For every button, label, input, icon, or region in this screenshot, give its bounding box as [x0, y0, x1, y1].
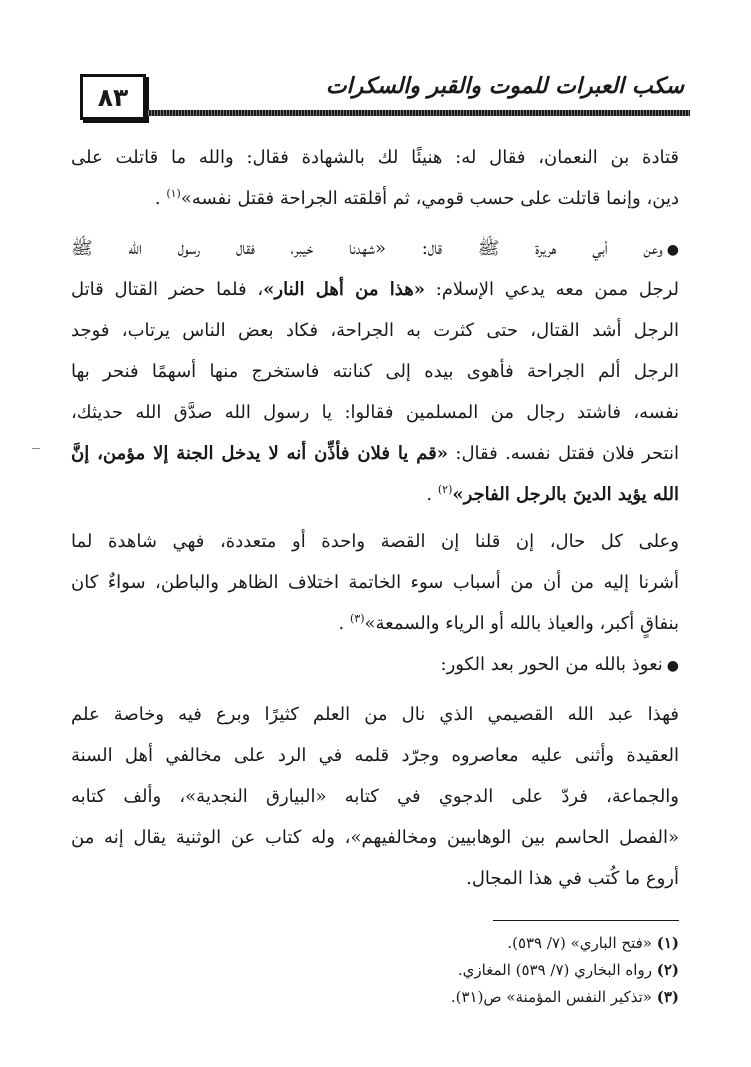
page-header [72, 72, 690, 122]
line-text: لرجل ممن معه يدعي الإسلام: [424, 279, 679, 300]
footnote-item [71, 984, 679, 1011]
line-end: . [154, 188, 167, 209]
paragraph-1 [71, 137, 679, 219]
line-text: نعوذ بالله من الحور بعد الكور: [440, 654, 663, 675]
paragraph-line: فهذا عبد الله القصيمي الذي نال من العلم كثيرًا وبرع فيه وخاصة علم [71, 704, 679, 725]
paragraph-line [71, 474, 679, 515]
footnote-number: (٣) [656, 988, 679, 1006]
footnote-item [71, 957, 679, 984]
paragraph-line [71, 178, 679, 219]
bullet-icon: ● [666, 658, 679, 674]
hadith-quote: «هذا من أهل النار» [263, 279, 425, 300]
paragraph-line [71, 603, 679, 644]
paragraph-line: قتادة بن النعمان، فقال له: هنيئًا لك بالشهادة فقال: والله ما قاتلت على [71, 147, 679, 168]
paragraph-line [71, 433, 679, 474]
line-text: وعن أبي هريرة ﷺ قال: «شهدنا خيبر، فقال رسول الله ﷺ [71, 238, 663, 259]
paragraph-line: «الفصل الحاسم بين الوهابيين ومخالفيهم»، وله كتاب عن الوثنية يقال إنه من [71, 827, 679, 848]
footnote-ref-3: (٣) [349, 612, 365, 625]
bullet-icon: ● [666, 242, 679, 258]
line-end: . [338, 613, 350, 634]
running-title: سكب العبرات للموت والقبر والسكرات [325, 74, 684, 99]
hadith-quote: «قم يا فلان فأذِّن أنه لا يدخل الجنة إلا مؤمن، إنَّ [71, 443, 449, 464]
paragraph-line: أشرنا إليه من أن من أسباب سوء الخاتمة اختلاف الظاهر والباطن، سواءٌ كان [71, 572, 679, 593]
footnote-item [71, 930, 679, 957]
footnote-text: «تذكير النفس المؤمنة» ص(٣١). [450, 988, 657, 1006]
paragraph-line: الرجل ألم الجراحة فأهوى بيده إلى كنانته فاستخرج منها أسهمًا فنحر بها [71, 361, 679, 382]
line-text: دين، وإنما قاتلت على حسب قومي، ثم أقلقته الجراحة فقتل نفسه» [180, 188, 679, 209]
line-text: انتحر فلان فقتل نفسه. فقال: [448, 443, 679, 464]
footnote-ref-1: (١) [166, 187, 181, 200]
paragraph-5 [71, 694, 679, 899]
paragraph-line: وعلى كل حال، إن قلنا إن القصة واحدة أو متعددة، فهي شاهدة لما [71, 531, 679, 552]
paragraph-line [71, 228, 679, 269]
line-text: ، فلما حضر القتال قاتل [71, 279, 264, 300]
paragraph-line: نفسه، فاشتد رجال من المسلمين فقالوا: يا رسول الله صدَّق الله حديثك، [71, 402, 679, 423]
paragraph-line: أروع ما كُتب في هذا المجال. [466, 868, 679, 889]
footnote-number: (٢) [656, 961, 679, 979]
hadith-quote: الله يؤيد الدينَ بالرجل الفاجر» [452, 484, 679, 505]
margin-mark [32, 448, 40, 449]
header-rule [146, 110, 690, 116]
paragraph-2 [71, 228, 679, 515]
page-number: ٨٣ [80, 74, 146, 120]
footnote-number: (١) [656, 934, 679, 952]
paragraph-4 [71, 644, 679, 685]
paragraph-line [71, 644, 679, 685]
footnote-ref-2: (٢) [437, 483, 453, 496]
paragraph-line: العقيدة وأثنى عليه معاصروه وجرّد قلمه في الرد على مخالفي أهل السنة [71, 745, 679, 766]
paragraph-line: الرجل أشد القتال، حتى كثرت به الجراحة، فكاد بعض الناس يرتاب، فوجد [71, 320, 679, 341]
footnote-text: «فتح الباري» (٧/ ٥٣٩). [507, 934, 657, 952]
footnotes [71, 930, 679, 1011]
line-end: . [426, 484, 438, 505]
footnote-separator [493, 920, 679, 921]
line-text: بنفاقٍ أكبر، والعياذ بالله أو الرياء والسمعة» [364, 613, 679, 634]
paragraph-3 [71, 521, 679, 644]
paragraph-line: والجماعة، فردّ على الدجوي في كتابه «البيارق النجدية»، وألف كتابه [71, 786, 679, 807]
paragraph-line [71, 269, 679, 310]
footnote-text: رواه البخاري (٧/ ٥٣٩) المغازي. [457, 961, 657, 979]
